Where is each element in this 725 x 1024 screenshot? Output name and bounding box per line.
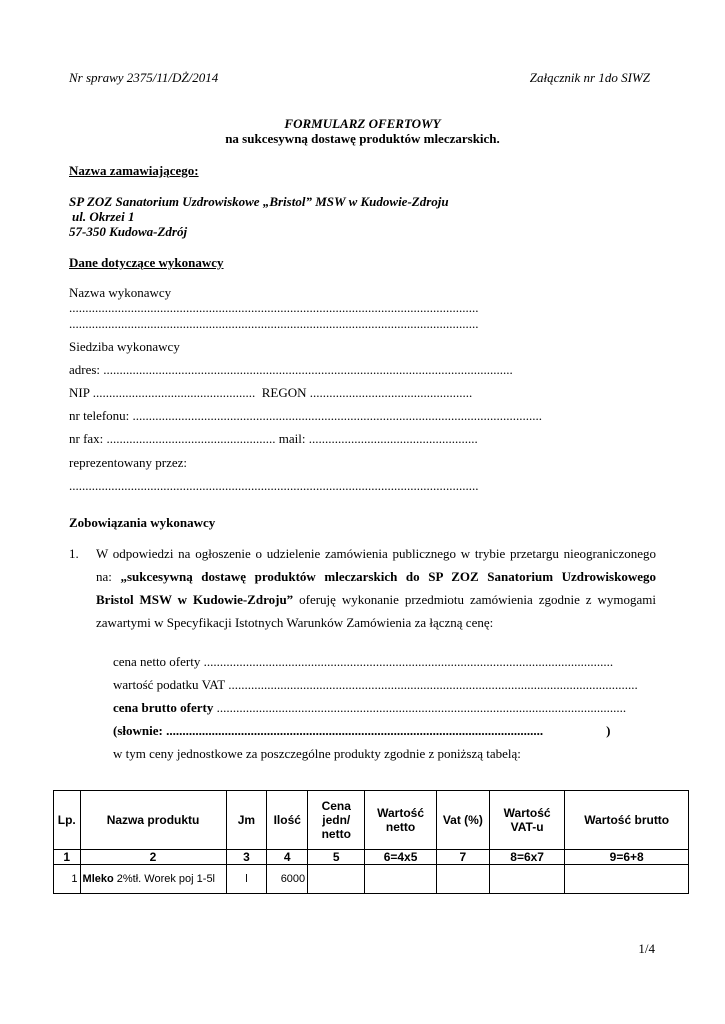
client-name: SP ZOZ Sanatorium Uzdrowiskowe „Bristol” MSW w Kudowie-Zdroju: [69, 194, 449, 209]
row-unit: l: [226, 865, 267, 894]
net-price-label: cena netto oferty: [113, 654, 204, 669]
nip-regon-line: [69, 385, 527, 401]
row-quantity: 6000: [267, 865, 308, 894]
obligation-number: 1.: [69, 546, 79, 561]
case-number: Nr sprawy 2375/11/DŻ/2014: [69, 70, 219, 85]
fax-dots: ....................................................: [106, 431, 276, 446]
regon-label: REGON: [261, 385, 310, 400]
row-net-value[interactable]: [365, 865, 436, 894]
col-number: 5: [308, 850, 365, 865]
header-product-name: Nazwa produktu: [80, 791, 226, 850]
represented-label: reprezentowany przez:: [69, 455, 188, 470]
header-unit-net-price-text: Cena jedn/ netto: [321, 799, 351, 841]
contractor-heading: Dane dotyczące wykonawcy: [69, 255, 224, 270]
address-dots: ..............................................................................................................................: [103, 362, 513, 377]
vat-label: wartość podatku VAT: [113, 677, 229, 692]
mail-dots: ....................................................: [308, 431, 478, 446]
fax-mail-line: [69, 431, 525, 447]
phone-label: nr telefonu:: [69, 408, 133, 423]
product-table: [53, 790, 689, 894]
col-number: 4: [267, 850, 308, 865]
phone-line: [69, 408, 543, 424]
form-title: FORMULARZ OFERTOWY: [284, 116, 441, 131]
obligation-line-1: W odpowiedzi na ogłoszenie o udzielenie zamówienia publicznego w trybie przetargu nieograniczonego: [96, 546, 656, 561]
header-vat-value: Wartość VAT-u: [489, 791, 565, 850]
nip-label: NIP: [69, 385, 93, 400]
row-vat[interactable]: [436, 865, 489, 894]
address-label: adres:: [69, 362, 104, 377]
table-row: [54, 865, 689, 894]
col-number: 6=4x5: [365, 850, 436, 865]
represented-line: ..............................................................................................................................: [69, 478, 479, 493]
obligation-line-2: [96, 569, 656, 585]
obligation-line-2-prefix: na:: [96, 569, 121, 584]
unit-prices-note: w tym ceny jednostkowe za poszczególne produkty zgodnie z poniższą tabelą:: [113, 746, 521, 761]
obligation-line-3-bold: Bristol MSW w Kudowie-Zdroju”: [96, 592, 294, 607]
row-gross-value[interactable]: [565, 865, 689, 894]
regon-dots: ..................................................: [309, 385, 473, 400]
row-unit-net-price[interactable]: [308, 865, 365, 894]
net-price-dots: ..............................................................................................................................: [203, 654, 614, 669]
header-unit: Jm: [226, 791, 267, 850]
words-close: ): [606, 723, 611, 738]
row-product-name: [80, 865, 226, 894]
col-number: 1: [54, 850, 81, 865]
table-header-row: [54, 791, 689, 850]
nip-dots: ..................................................: [92, 385, 256, 400]
obligation-line-2-bold: „sukcesywną dostawę produktów mleczarskich do SP ZOZ Sanatorium Uzdrowiskowego: [120, 569, 656, 584]
col-number: 8=6x7: [489, 850, 565, 865]
mail-label: mail:: [278, 431, 309, 446]
gross-price-line: [113, 700, 627, 716]
table-number-row: [54, 850, 689, 865]
header-lp: Lp.: [54, 791, 81, 850]
col-number: 2: [80, 850, 226, 865]
client-heading: Nazwa zamawiającego:: [69, 163, 199, 178]
contractor-name-line-1: ..............................................................................................................................: [69, 300, 479, 315]
header-net-value: Wartość netto: [365, 791, 436, 850]
row-product-name-rest: 2%tł. Worek poj 1-5l: [113, 873, 216, 885]
obligations-heading: Zobowiązania wykonawcy: [69, 515, 216, 530]
gross-price-dots: ..............................................................................................................................: [216, 700, 627, 715]
contractor-name-label: Nazwa wykonawcy: [69, 285, 172, 300]
obligation-line-3: [96, 592, 656, 608]
header-quantity: Ilość: [267, 791, 308, 850]
phone-dots: ..............................................................................................................................: [132, 408, 543, 423]
client-city: 57-350 Kudowa-Zdrój: [69, 224, 188, 239]
address-line: [69, 362, 524, 378]
contractor-name-line-2: ..............................................................................................................................: [69, 316, 479, 331]
header-vat: Vat (%): [436, 791, 489, 850]
form-subtitle: na sukcesywną dostawę produktów mleczarskich.: [225, 131, 500, 146]
header-gross-value: Wartość brutto: [565, 791, 689, 850]
attachment-label: Załącznik nr 1do SIWZ: [529, 70, 650, 85]
page-number: 1/4: [638, 941, 655, 956]
words-line: [113, 723, 610, 739]
net-price-line: [113, 654, 614, 670]
words-dots: ....................................................................................................................: [166, 723, 544, 738]
row-vat-value[interactable]: [489, 865, 565, 894]
gross-price-label: cena brutto oferty: [113, 700, 214, 715]
client-street: ul. Okrzei 1: [72, 209, 135, 224]
row-product-name-bold: Mleko: [82, 873, 114, 885]
contractor-seat-label: Siedziba wykonawcy: [69, 339, 180, 354]
vat-line: [113, 677, 638, 693]
header-unit-net-price: [308, 791, 365, 850]
row-lp: 1: [54, 865, 81, 894]
col-number: 7: [436, 850, 489, 865]
vat-dots: ..............................................................................................................................: [228, 677, 638, 692]
obligation-line-4: zawartymi w Specyfikacji Istotnych Warunków Zamówienia za łączną cenę:: [96, 615, 494, 630]
obligation-line-3-rest: oferuję wykonanie przedmiotu zamówienia zgodnie z wymogami: [293, 592, 657, 607]
col-number: 3: [226, 850, 267, 865]
words-label: (słownie:: [113, 723, 167, 738]
col-number: 9=6+8: [565, 850, 689, 865]
fax-label: nr fax:: [69, 431, 107, 446]
